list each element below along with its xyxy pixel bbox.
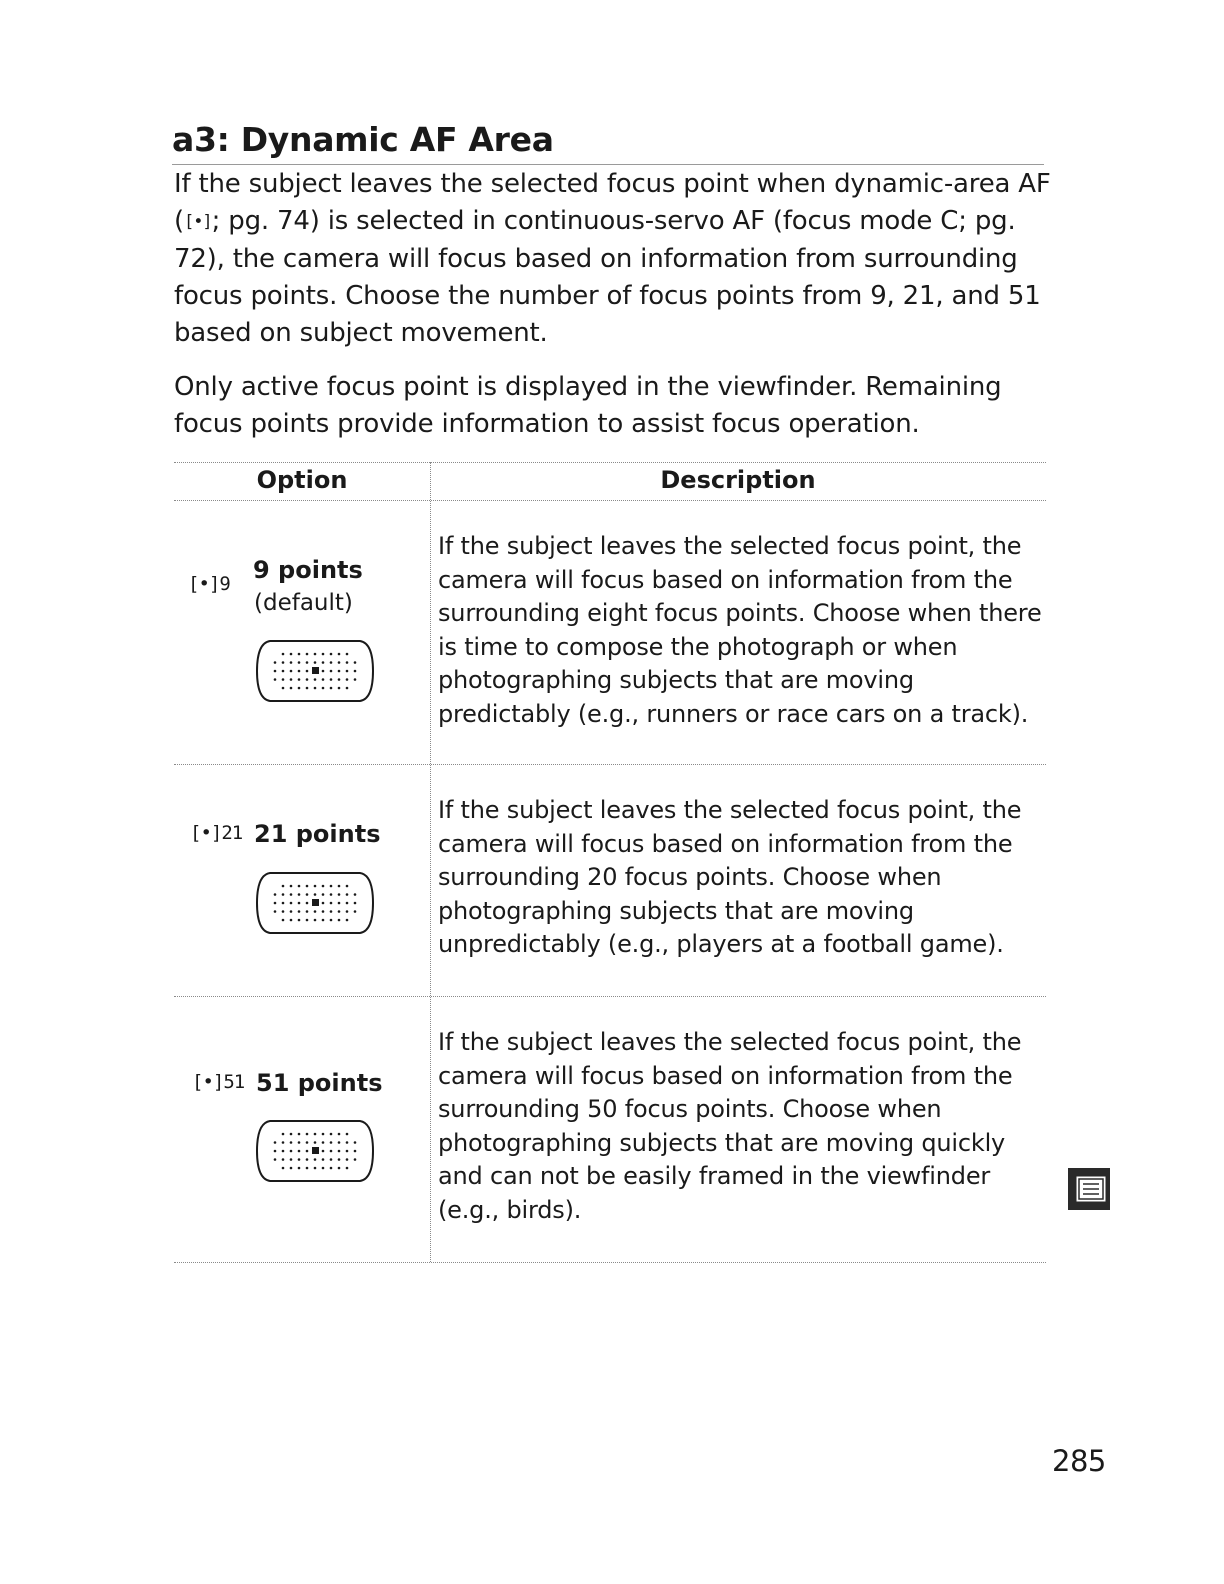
focus-point-dot: [274, 1158, 277, 1161]
option-name: 21 points: [254, 820, 381, 848]
column-divider: [430, 462, 431, 1262]
viewfinder-dots: [274, 653, 357, 690]
row-rule: [174, 996, 1046, 997]
dynamic-area-af-icon: [•]: [183, 212, 212, 232]
focus-point-dot: [322, 1133, 325, 1136]
focus-point-dot: [306, 1141, 309, 1144]
focus-point-dot: [298, 661, 301, 664]
focus-point-dot: [306, 1150, 309, 1153]
focus-point-dot: [314, 1141, 317, 1144]
focus-point-dot: [322, 910, 325, 913]
focus-point-dot: [338, 910, 341, 913]
focus-point-dot: [290, 1158, 293, 1161]
focus-point-dot: [274, 893, 277, 896]
focus-point-dot: [306, 687, 309, 690]
focus-point-dot: [282, 1141, 285, 1144]
focus-point-dot: [338, 893, 341, 896]
focus-point-dot: [314, 653, 317, 656]
focus-point-dot: [338, 670, 341, 673]
focus-point-dot: [306, 670, 309, 673]
focus-point-dot: [314, 893, 317, 896]
focus-point-dot: [274, 910, 277, 913]
focus-point-dot: [322, 687, 325, 690]
focus-point-dot: [346, 661, 349, 664]
focus-point-dot: [306, 910, 309, 913]
focus-point-dot: [298, 670, 301, 673]
focus-point-dot: [314, 1133, 317, 1136]
focus-point-dot: [298, 1141, 301, 1144]
focus-point-dot: [290, 919, 293, 922]
focus-point-dot: [354, 1150, 357, 1153]
focus-point-dot: [322, 902, 325, 905]
focus-point-dot: [282, 661, 285, 664]
focus-point-dot: [330, 687, 333, 690]
focus-point-dot: [298, 687, 301, 690]
intro-text-after: ; pg. 74) is selected in continuous-servo AF (focus mode C; pg. 72), the camera will focus based on information from surrounding focus points. Choose the number of focus points from 9, 21, and 51 based on subject movement.: [174, 206, 1041, 348]
focus-point-dot: [330, 885, 333, 888]
page-number: 285: [1052, 1444, 1106, 1478]
focus-point-dot: [298, 1150, 301, 1153]
focus-point-dot: [282, 1150, 285, 1153]
focus-point-dot: [282, 902, 285, 905]
option-column-header: Option: [256, 466, 348, 494]
focus-point-dot: [322, 1141, 325, 1144]
focus-point-dot: [354, 910, 357, 913]
af-area-21-icon: [•]21: [190, 822, 243, 844]
af-area-51-icon: [•]51: [192, 1071, 245, 1093]
focus-point-dot: [314, 661, 317, 664]
focus-point-dot: [338, 1158, 341, 1161]
focus-point-dot: [290, 1133, 293, 1136]
focus-point-dot: [306, 1158, 309, 1161]
focus-point-dot: [322, 653, 325, 656]
focus-point-dot: [314, 1158, 317, 1161]
focus-point-dot: [274, 678, 277, 681]
focus-point-dot: [290, 902, 293, 905]
focus-point-dot: [346, 910, 349, 913]
focus-point-dot: [346, 653, 349, 656]
focus-point-dot: [314, 678, 317, 681]
focus-point-dot: [290, 687, 293, 690]
focus-point-dot: [290, 893, 293, 896]
focus-point-dot: [330, 1167, 333, 1170]
focus-point-dot: [306, 661, 309, 664]
focus-point-dot: [322, 678, 325, 681]
focus-point-dot: [298, 919, 301, 922]
focus-point-dot: [290, 670, 293, 673]
heading-rule: [172, 164, 1044, 165]
focus-point-dot: [330, 893, 333, 896]
focus-point-dot: [322, 1158, 325, 1161]
focus-point-dot: [306, 919, 309, 922]
focus-point-dot: [298, 910, 301, 913]
focus-point-dot: [290, 678, 293, 681]
option-name: 9 points: [253, 556, 363, 584]
focus-point-dot: [298, 678, 301, 681]
focus-point-dot: [290, 1150, 293, 1153]
focus-point-dot: [290, 661, 293, 664]
focus-point-dot: [354, 902, 357, 905]
focus-point-dot: [346, 1141, 349, 1144]
focus-point-dot: [314, 919, 317, 922]
custom-settings-menu-icon: [1067, 1167, 1111, 1211]
focus-point-dot: [330, 919, 333, 922]
focus-point-dot: [330, 1158, 333, 1161]
focus-point-dot: [314, 910, 317, 913]
page-heading: a3: Dynamic AF Area: [172, 120, 554, 159]
focus-point-dot: [274, 902, 277, 905]
focus-point-dot: [274, 1141, 277, 1144]
focus-point-dot: [290, 653, 293, 656]
focus-point-dot: [354, 678, 357, 681]
focus-point-dot: [346, 1133, 349, 1136]
focus-point-dot: [338, 1133, 341, 1136]
focus-point-dot: [338, 885, 341, 888]
focus-point-dot: [282, 653, 285, 656]
focus-point-dot: [298, 885, 301, 888]
focus-point-dot: [330, 1133, 333, 1136]
focus-point-dot: [306, 1133, 309, 1136]
viewfinder-note-paragraph: Only active focus point is displayed in the viewfinder. Remaining focus points provide information to assist focus operation.: [174, 372, 1002, 439]
active-focus-point: [312, 1147, 319, 1154]
focus-point-dot: [322, 661, 325, 664]
viewfinder-51-points-icon: [254, 1118, 376, 1184]
focus-point-dot: [338, 661, 341, 664]
intro-paragraph: [174, 166, 1054, 352]
focus-point-dot: [346, 678, 349, 681]
focus-point-dot: [322, 919, 325, 922]
viewfinder-dots: [274, 1133, 357, 1170]
active-focus-point: [312, 899, 319, 906]
focus-point-dot: [282, 678, 285, 681]
focus-point-dot: [298, 1133, 301, 1136]
description-column-header: Description: [660, 466, 816, 494]
option-description: If the subject leaves the selected focus point, the camera will focus based on information from the surrounding 50 focus points. Choose when photographing subjects that are moving quickly and can not be easily framed in the viewfinder (e.g., birds).: [438, 1028, 1022, 1224]
focus-point-dot: [346, 902, 349, 905]
focus-point-dot: [338, 653, 341, 656]
focus-point-dot: [298, 1158, 301, 1161]
focus-point-dot: [330, 661, 333, 664]
focus-point-dot: [346, 670, 349, 673]
focus-point-dot: [354, 661, 357, 664]
focus-point-dot: [274, 661, 277, 664]
focus-point-dot: [338, 1167, 341, 1170]
focus-point-dot: [338, 1141, 341, 1144]
viewfinder-21-points-icon: [254, 870, 376, 936]
focus-point-dot: [346, 1150, 349, 1153]
focus-point-dot: [282, 885, 285, 888]
focus-point-dot: [338, 919, 341, 922]
focus-point-dot: [330, 1150, 333, 1153]
option-description: If the subject leaves the selected focus point, the camera will focus based on information from the surrounding eight focus points. Choose when there is time to compose the photograph or when photographing subjects that are moving predictably (e.g., runners or race cars on a track).: [438, 532, 1042, 728]
focus-point-dot: [354, 670, 357, 673]
focus-point-dot: [330, 902, 333, 905]
active-focus-point: [312, 667, 319, 674]
focus-point-dot: [290, 910, 293, 913]
focus-point-dot: [306, 1167, 309, 1170]
focus-point-dot: [322, 1167, 325, 1170]
focus-point-dot: [282, 919, 285, 922]
focus-point-dot: [330, 910, 333, 913]
focus-point-dot: [306, 902, 309, 905]
focus-point-dot: [282, 893, 285, 896]
focus-point-dot: [330, 670, 333, 673]
focus-point-dot: [298, 653, 301, 656]
table-header-rule: [174, 500, 1046, 501]
viewfinder-9-points-icon: [254, 638, 376, 704]
focus-point-dot: [274, 1150, 277, 1153]
focus-point-dot: [338, 687, 341, 690]
focus-point-dot: [338, 678, 341, 681]
intro-text-before: If the subject leaves the selected focus point when dynamic-area AF (: [174, 169, 1051, 236]
focus-point-dot: [346, 687, 349, 690]
focus-point-dot: [290, 1141, 293, 1144]
focus-point-dot: [282, 1167, 285, 1170]
focus-point-dot: [322, 670, 325, 673]
focus-point-dot: [290, 885, 293, 888]
viewfinder-dots: [274, 885, 357, 922]
focus-point-dot: [306, 885, 309, 888]
focus-point-dot: [282, 1158, 285, 1161]
focus-point-dot: [330, 653, 333, 656]
focus-point-dot: [314, 687, 317, 690]
focus-point-dot: [282, 687, 285, 690]
focus-point-dot: [282, 910, 285, 913]
row-rule: [174, 764, 1046, 765]
focus-point-dot: [322, 1150, 325, 1153]
focus-point-dot: [354, 1158, 357, 1161]
focus-point-dot: [354, 1141, 357, 1144]
focus-point-dot: [306, 653, 309, 656]
focus-point-dot: [290, 1167, 293, 1170]
focus-point-dot: [282, 670, 285, 673]
focus-point-dot: [338, 902, 341, 905]
option-description: If the subject leaves the selected focus point, the camera will focus based on information from the surrounding 20 focus points. Choose when photographing subjects that are moving unpredictably (e.g., players at a football game).: [438, 796, 1022, 959]
focus-point-dot: [306, 893, 309, 896]
focus-point-dot: [274, 670, 277, 673]
focus-point-dot: [338, 1150, 341, 1153]
focus-point-dot: [314, 885, 317, 888]
focus-point-dot: [346, 919, 349, 922]
af-area-9-icon: [•]9: [188, 573, 230, 595]
focus-point-dot: [346, 893, 349, 896]
focus-point-dot: [298, 902, 301, 905]
focus-point-dot: [346, 1167, 349, 1170]
option-name: 51 points: [256, 1069, 383, 1097]
table-bottom-rule: [174, 1262, 1046, 1263]
focus-point-dot: [330, 1141, 333, 1144]
focus-point-dot: [298, 893, 301, 896]
focus-point-dot: [322, 885, 325, 888]
focus-point-dot: [322, 893, 325, 896]
focus-point-dot: [346, 885, 349, 888]
option-default-note: (default): [254, 590, 353, 616]
focus-point-dot: [354, 893, 357, 896]
focus-point-dot: [330, 678, 333, 681]
focus-point-dot: [346, 1158, 349, 1161]
focus-point-dot: [314, 1167, 317, 1170]
focus-point-dot: [306, 678, 309, 681]
focus-point-dot: [282, 1133, 285, 1136]
focus-point-dot: [298, 1167, 301, 1170]
